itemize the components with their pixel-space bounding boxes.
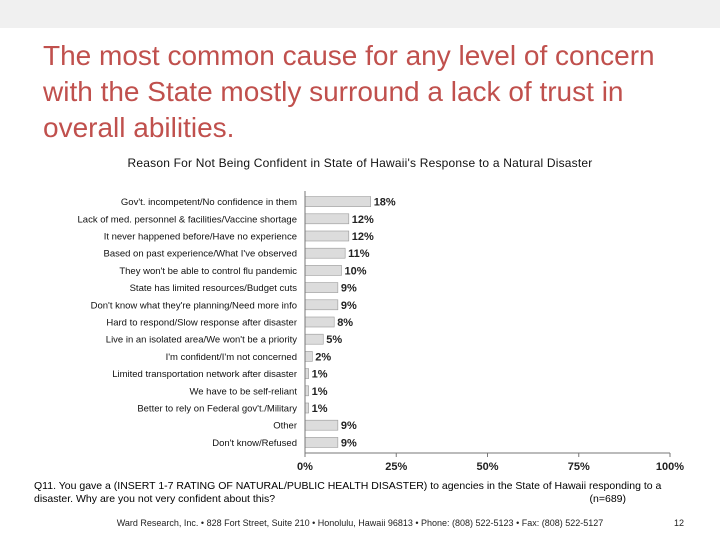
category-label: Gov't. incompetent/No confidence in them (120, 197, 297, 209)
bar (305, 386, 309, 396)
value-label: 11% (348, 248, 370, 261)
category-label: Don't know what they're planning/Need more info (90, 300, 297, 312)
value-label: 5% (326, 334, 343, 347)
top-band (0, 0, 720, 28)
value-label: 9% (340, 299, 357, 312)
category-label: They won't be able to control flu pandemic (119, 265, 297, 277)
value-label: 12% (351, 213, 374, 226)
x-tick-label: 100% (655, 461, 685, 473)
bar (305, 300, 338, 310)
bar (305, 437, 338, 447)
x-tick-label: 50% (476, 461, 499, 473)
footer-contact: Ward Research, Inc. • 828 Fort Street, Suite 210 • Honolulu, Hawaii 96813 • Phone: (808) 522-5123 • Fax: (808) 522-5127 (116, 518, 604, 528)
value-label: 18% (373, 196, 396, 209)
bar (305, 197, 371, 207)
value-label: 8% (337, 317, 354, 329)
slide-title: The most common cause for any level of concern with the State mostly surround a lack of trust in overall abilities. (43, 40, 655, 143)
category-label: Better to rely on Federal gov't./Military (137, 403, 297, 415)
value-label: 1% (311, 368, 328, 381)
value-label: 2% (315, 351, 332, 364)
page-number: 12 (673, 518, 684, 528)
value-label: 1% (311, 385, 328, 398)
category-label: Don't know/Refused (212, 437, 297, 449)
category-label: We have to be self-reliant (189, 386, 297, 398)
bar (305, 231, 349, 241)
bar (305, 283, 338, 293)
bar (305, 369, 309, 379)
sample-size: (n=689) (589, 493, 626, 505)
category-label: Other (273, 420, 297, 432)
category-label: Lack of med. personnel & facilities/Vaccine shortage (77, 214, 297, 226)
category-label: Hard to respond/Slow response after disaster (106, 317, 297, 329)
bar (305, 403, 309, 413)
category-label: Live in an isolated area/We won't be a priority (105, 334, 297, 346)
bar (305, 351, 312, 361)
category-label: State has limited resources/Budget cuts (129, 283, 297, 295)
chart-title: Reason For Not Being Confident in State of Hawaii's Response to a Natural Disaster (127, 156, 593, 170)
x-tick-label: 0% (297, 461, 313, 473)
value-label: 9% (340, 282, 357, 295)
bar (305, 317, 334, 327)
footnote (34, 480, 694, 506)
value-label: 9% (340, 437, 357, 450)
value-label: 9% (340, 420, 357, 433)
value-label: 10% (344, 265, 367, 278)
category-label: Limited transportation network after disaster (112, 369, 297, 381)
x-tick-label: 25% (385, 461, 408, 473)
category-label: It never happened before/Have no experience (103, 231, 297, 243)
bar (305, 265, 342, 275)
footnote-question: Q11. You gave a (INSERT 1-7 RATING OF NATURAL/PUBLIC HEALTH DISASTER) to agencies in the State of Hawaii responding to a disaster. Why are you not very confident about this? (34, 480, 662, 505)
bar (305, 214, 349, 224)
x-tick-label: 75% (567, 461, 590, 473)
value-label: 12% (351, 231, 374, 243)
bar-chart (0, 185, 720, 475)
value-label: 1% (311, 403, 328, 415)
category-label: I'm confident/I'm not concerned (165, 351, 297, 363)
category-label: Based on past experience/What I've observed (103, 248, 297, 260)
bar (305, 334, 323, 344)
bar (305, 248, 345, 258)
bar (305, 420, 338, 430)
